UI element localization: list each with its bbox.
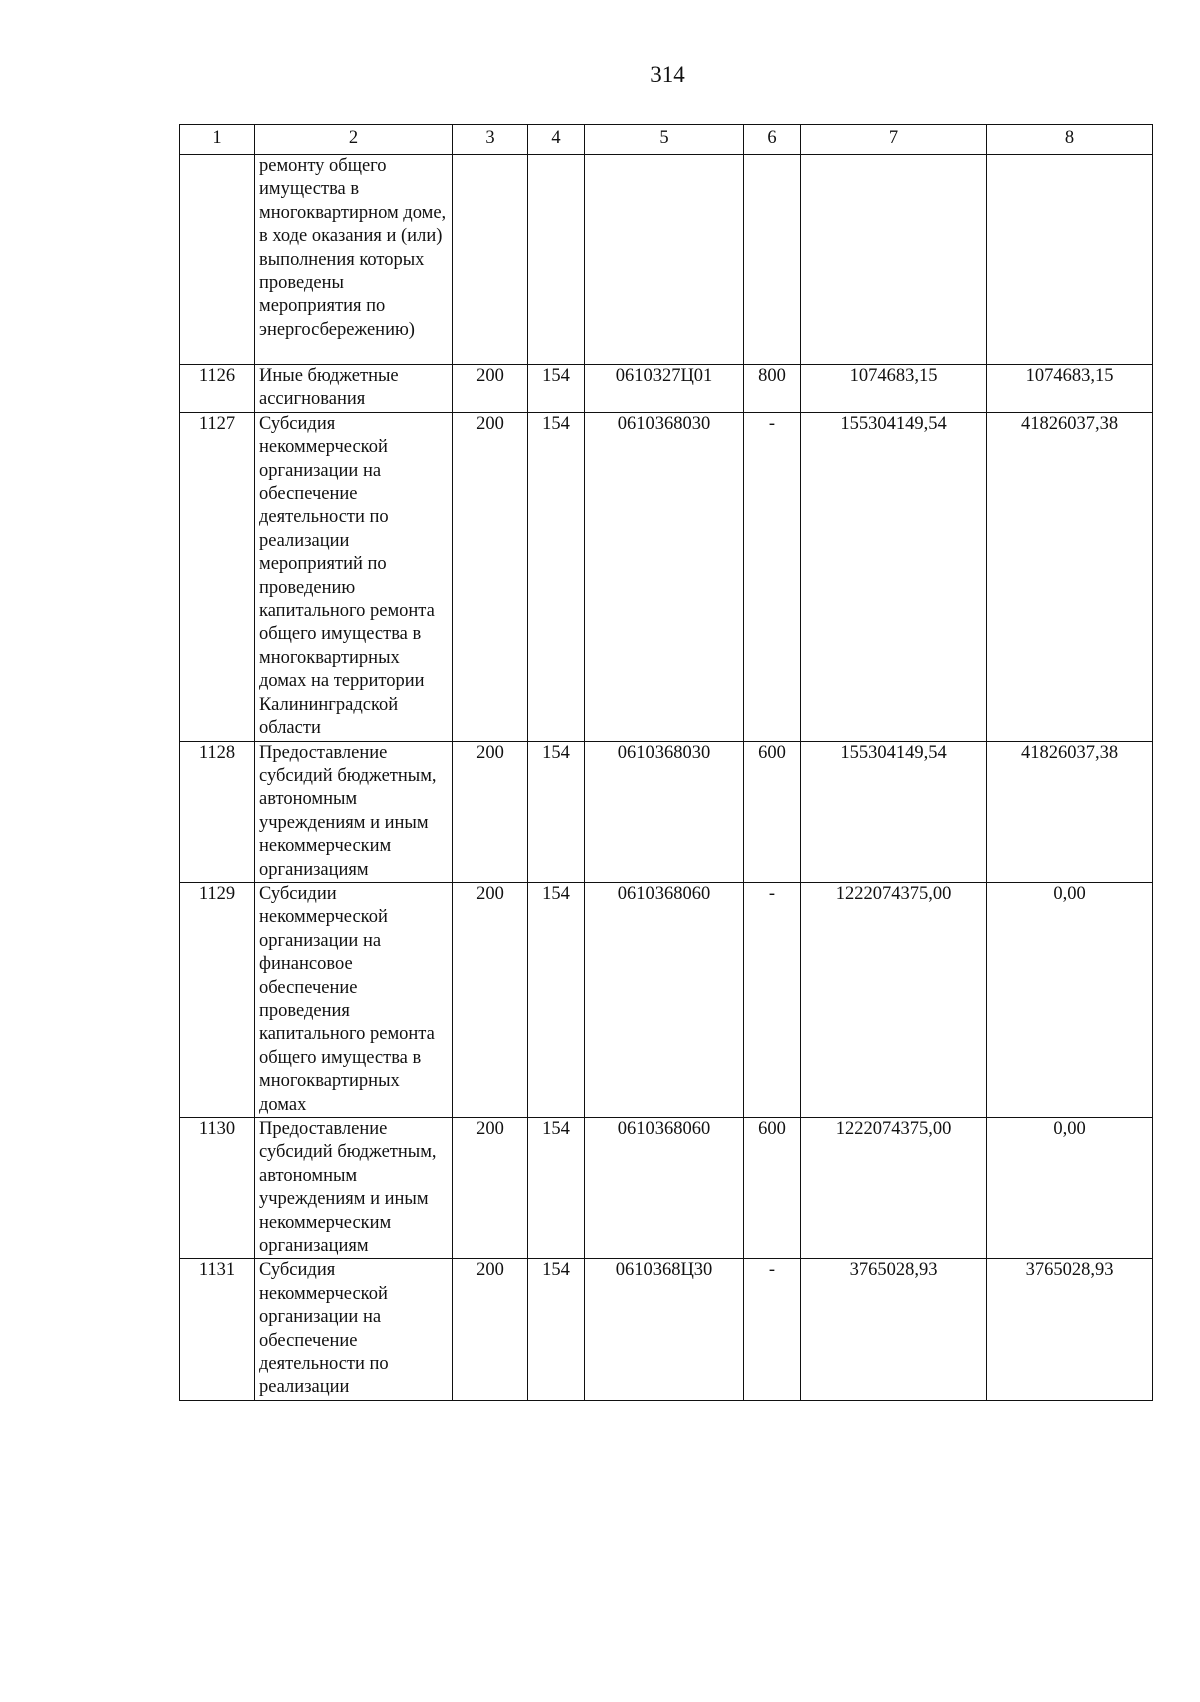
header-col-5: 5 (585, 125, 744, 155)
row-expense-type: - (744, 412, 801, 741)
row-subsection: 154 (528, 882, 585, 1117)
row-sum-col8: 0,00 (987, 1118, 1153, 1259)
continuation-name-cell (255, 155, 453, 365)
continuation-cell-7 (801, 155, 987, 365)
continuation-cell-5 (585, 155, 744, 365)
header-col-2: 2 (255, 125, 453, 155)
header-col-1: 1 (180, 125, 255, 155)
row-target-code: 0610368030 (585, 741, 744, 882)
row-section: 200 (453, 882, 528, 1117)
table-row (180, 1259, 1153, 1400)
row-sum-col8: 41826037,38 (987, 412, 1153, 741)
continuation-cell-8 (987, 155, 1153, 365)
row-target-code: 0610368060 (585, 1118, 744, 1259)
header-col-7: 7 (801, 125, 987, 155)
row-name (255, 365, 453, 413)
row-name-text: Субсидии некоммерческой организации на финансовое обеспечение проведения капитального ремонта общего имущества в многоквартирных домах (259, 883, 435, 1115)
row-sum-col7: 155304149,54 (801, 741, 987, 882)
row-subsection: 154 (528, 1259, 585, 1400)
row-subsection: 154 (528, 1118, 585, 1259)
row-section: 200 (453, 1118, 528, 1259)
row-subsection: 154 (528, 412, 585, 741)
table-row (180, 412, 1153, 741)
row-target-code: 0610368Ц30 (585, 1259, 744, 1400)
row-expense-type: 800 (744, 365, 801, 413)
row-expense-type: 600 (744, 741, 801, 882)
row-number: 1126 (180, 365, 255, 413)
row-number: 1131 (180, 1259, 255, 1400)
row-section: 200 (453, 1259, 528, 1400)
row-name (255, 1118, 453, 1259)
row-number: 1129 (180, 882, 255, 1117)
row-sum-col7: 155304149,54 (801, 412, 987, 741)
table-row (180, 882, 1153, 1117)
continuation-cell-4 (528, 155, 585, 365)
row-name-text: Предоставление субсидий бюджетным, автономным учреждениям и иным некоммерческим организациям (259, 1119, 437, 1257)
row-sum-col7: 1222074375,00 (801, 882, 987, 1117)
table-body (180, 155, 1153, 365)
row-name (255, 412, 453, 741)
row-number: 1127 (180, 412, 255, 741)
row-number: 1128 (180, 741, 255, 882)
row-target-code: 0610368060 (585, 882, 744, 1117)
row-sum-col8: 3765028,93 (987, 1259, 1153, 1400)
row-name (255, 741, 453, 882)
row-sum-col8: 0,00 (987, 882, 1153, 1117)
header-row (180, 125, 1153, 155)
row-sum-col8: 1074683,15 (987, 365, 1153, 413)
row-name (255, 1259, 453, 1400)
row-sum-col7: 1074683,15 (801, 365, 987, 413)
row-subsection: 154 (528, 365, 585, 413)
budget-table (179, 124, 1153, 1401)
continuation-cell-6 (744, 155, 801, 365)
row-name-text: Предоставление субсидий бюджетным, автономным учреждениям и иным некоммерческим организациям (259, 742, 437, 880)
row-name-text: Субсидия некоммерческой организации на обеспечение деятельности по реализации (259, 1260, 389, 1398)
row-target-code: 0610368030 (585, 412, 744, 741)
row-name-text: Субсидия некоммерческой организации на обеспечение деятельности по реализации мероприятий по проведению капитального ремонта общего имущества в многоквартирных домах на территории Калининградской области (259, 413, 435, 739)
continuation-row (180, 155, 1153, 365)
row-section: 200 (453, 412, 528, 741)
table-header (180, 125, 1153, 155)
header-col-3: 3 (453, 125, 528, 155)
header-col-6: 6 (744, 125, 801, 155)
continuation-num-cell (180, 155, 255, 365)
row-target-code: 0610327Ц01 (585, 365, 744, 413)
row-expense-type: 600 (744, 1118, 801, 1259)
header-col-8: 8 (987, 125, 1153, 155)
row-sum-col7: 3765028,93 (801, 1259, 987, 1400)
table-row (180, 365, 1153, 413)
row-name-text: Иные бюджетные ассигнования (259, 366, 399, 410)
row-expense-type: - (744, 1259, 801, 1400)
row-section: 200 (453, 365, 528, 413)
row-sum-col7: 1222074375,00 (801, 1118, 987, 1259)
row-expense-type: - (744, 882, 801, 1117)
table-row (180, 1118, 1153, 1259)
table-row (180, 741, 1153, 882)
data-rows (180, 365, 1153, 1401)
row-section: 200 (453, 741, 528, 882)
page-number: 314 (650, 62, 685, 87)
row-sum-col8: 41826037,38 (987, 741, 1153, 882)
continuation-cell-3 (453, 155, 528, 365)
row-name (255, 882, 453, 1117)
continuation-text: ремонту общего имущества в многоквартирном доме, в ходе оказания и (или) выполнения которых проведены мероприятия по энергосбережению) (259, 156, 447, 340)
row-number: 1130 (180, 1118, 255, 1259)
row-subsection: 154 (528, 741, 585, 882)
header-col-4: 4 (528, 125, 585, 155)
